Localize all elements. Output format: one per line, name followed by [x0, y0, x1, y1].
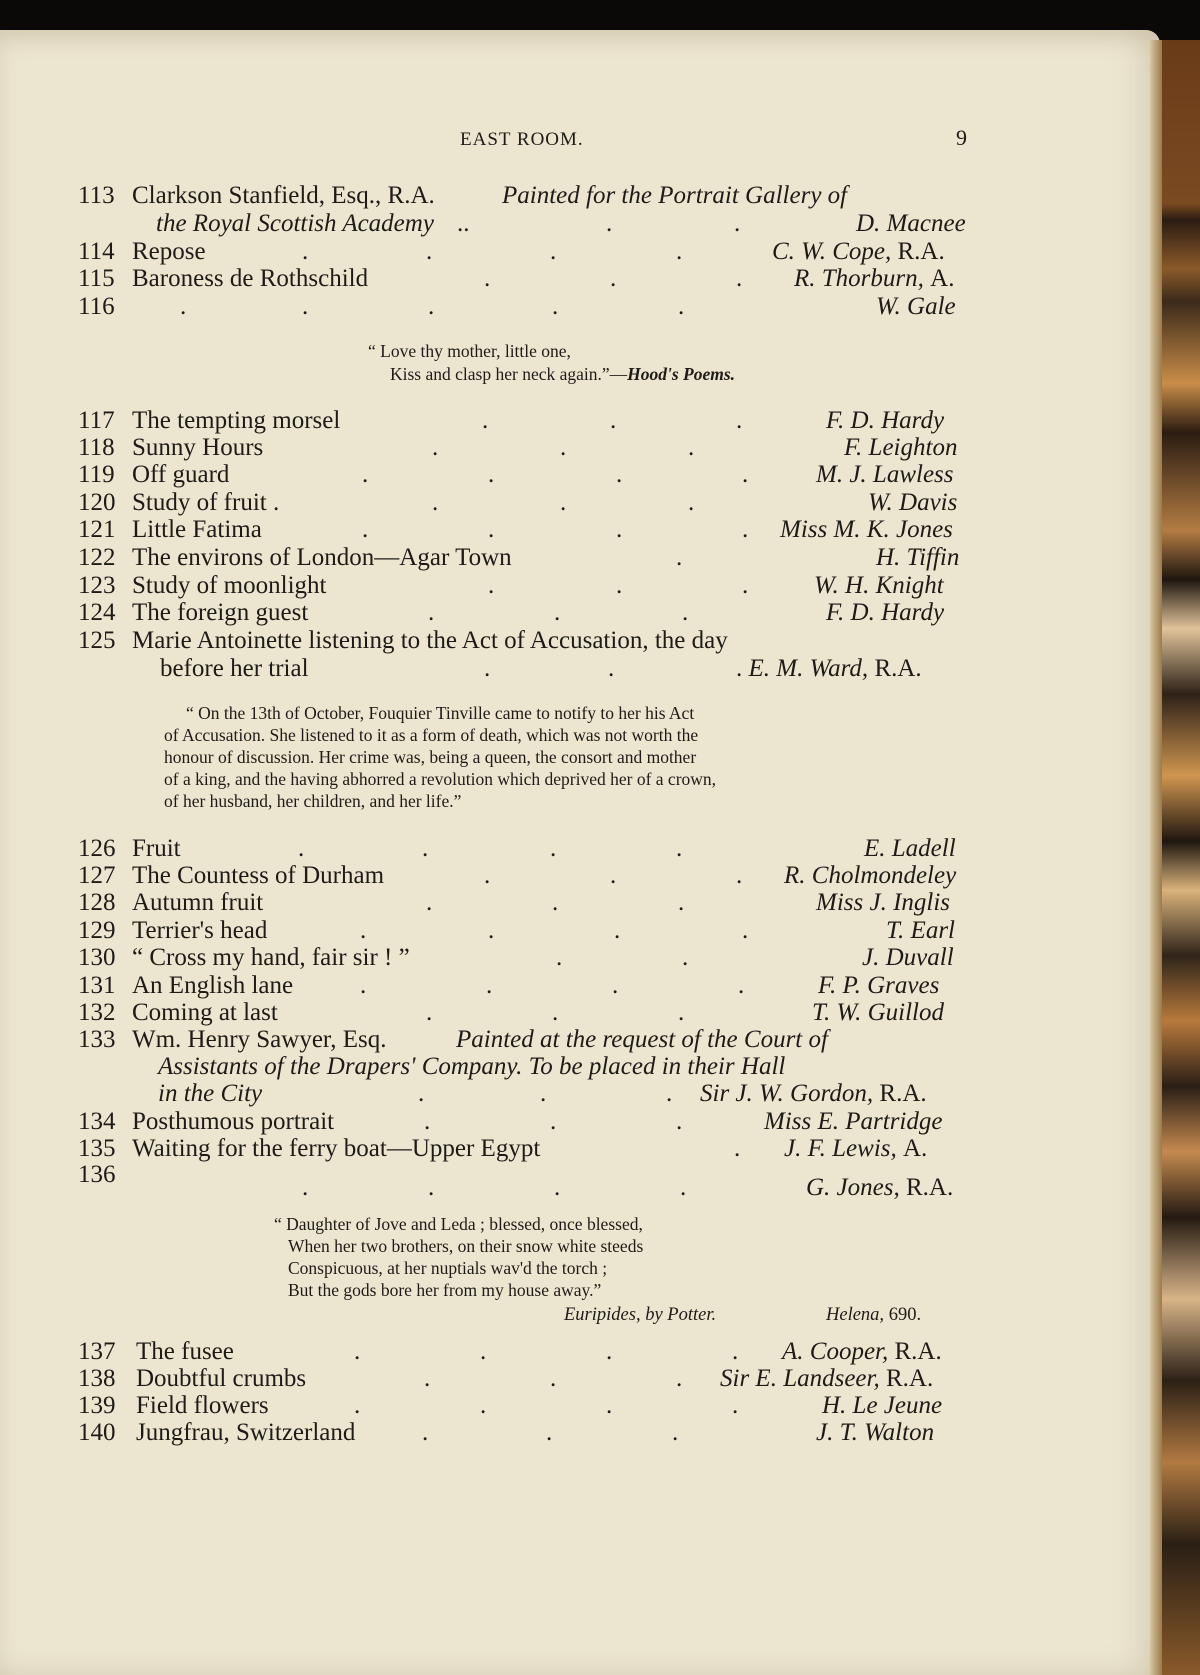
- entry-title: The foreign guest: [132, 599, 309, 626]
- entry-title: Baroness de Rothschild: [132, 265, 369, 292]
- leader-dots: .: [734, 210, 741, 237]
- quote-reference: Helena, 690.: [826, 1305, 922, 1325]
- leader-dots: .: [688, 489, 695, 516]
- leader-dots: .: [180, 293, 187, 320]
- leader-dots: .: [488, 917, 495, 944]
- running-header: EAST ROOM.: [460, 129, 584, 150]
- entry-title: The fusee: [136, 1338, 234, 1365]
- entry-artist: E. Ladell: [864, 835, 956, 862]
- entry-title: Coming at last: [132, 999, 278, 1026]
- leader-dots: .: [354, 1392, 361, 1419]
- page-number: 9: [956, 125, 967, 150]
- entry-title: Marie Antoinette listening to the Act of Accusation, the day: [132, 627, 728, 654]
- entry-note: the Royal Scottish Academy: [156, 210, 434, 237]
- leader-dots: .: [554, 599, 561, 626]
- entry-number: 136: [78, 1161, 116, 1188]
- entry-artist: F. D. Hardy: [826, 599, 945, 626]
- entry-number: 133: [78, 1026, 116, 1053]
- entry-artist: D. Macnee: [856, 210, 966, 237]
- leader-dots: .: [298, 835, 305, 862]
- entry-number: 113: [78, 182, 115, 209]
- leader-dots: .: [546, 1419, 553, 1446]
- entry-number: 131: [78, 972, 116, 999]
- entry-artist: W. Gale: [876, 293, 956, 320]
- entry-artist: G. Jones, R.A.: [806, 1174, 954, 1201]
- entry-title: Field flowers: [136, 1392, 269, 1419]
- entry-title: Jungfrau, Switzerland: [136, 1419, 356, 1446]
- entry-artist: C. W. Cope, R.A.: [772, 238, 945, 265]
- leader-dots: .: [360, 972, 367, 999]
- leader-dots: .: [432, 489, 439, 516]
- quote-line: Kiss and clasp her neck again.”—Hood's Poems.: [390, 364, 736, 384]
- entry-number: 135: [78, 1135, 116, 1162]
- leader-dots: .: [680, 1174, 687, 1201]
- leader-dots: .: [682, 599, 689, 626]
- leader-dots: .: [616, 461, 623, 488]
- entry-number: 120: [78, 489, 116, 516]
- entry-title: Wm. Henry Sawyer, Esq.: [132, 1026, 387, 1053]
- entry-number: 118: [78, 434, 115, 461]
- leader-dots: .: [302, 1174, 309, 1201]
- entry-number: 116: [78, 293, 115, 320]
- entry-artist: T. Earl: [886, 917, 955, 944]
- entry-title: The environs of London—Agar Town: [132, 544, 512, 571]
- leader-dots: .: [678, 293, 685, 320]
- leader-dots: .: [738, 972, 745, 999]
- entry-number: 139: [78, 1392, 116, 1419]
- entry-number: 115: [78, 265, 115, 292]
- entry-title: Doubtful crumbs: [136, 1365, 307, 1392]
- entry-artist: . E. M. Ward, R.A.: [736, 655, 922, 682]
- leader-dots: .: [428, 1174, 435, 1201]
- leader-dots: .: [426, 238, 433, 265]
- entry-number: 138: [78, 1365, 116, 1392]
- entry-title: Study of fruit .: [132, 489, 280, 516]
- entry-title: An English lane: [132, 972, 294, 999]
- leader-dots: .: [676, 1365, 683, 1392]
- leader-dots: .: [666, 1080, 673, 1107]
- entry-title: Sunny Hours: [132, 434, 264, 461]
- leader-dots: .: [362, 516, 369, 543]
- entry-number: 121: [78, 516, 116, 543]
- leader-dots: .: [606, 210, 613, 237]
- entry-number: 129: [78, 917, 116, 944]
- leader-dots: .: [676, 238, 683, 265]
- entry-artist: R. Thorburn, A.: [794, 265, 955, 292]
- entry-artist: Sir J. W. Gordon, R.A.: [700, 1080, 927, 1107]
- entry-artist: J. F. Lewis, A.: [784, 1135, 928, 1162]
- leader-dots: .: [360, 917, 367, 944]
- entry-artist: J. T. Walton: [816, 1419, 935, 1446]
- leader-dots: .: [550, 1108, 557, 1135]
- entry-title: Clarkson Stanfield, Esq., R.A.: [132, 182, 435, 209]
- entry-title-continued: before her trial: [160, 655, 309, 682]
- leader-dots: .: [422, 835, 429, 862]
- entry-number: 128: [78, 889, 116, 916]
- leader-dots: .: [612, 972, 619, 999]
- leader-dots: .: [742, 516, 749, 543]
- leader-dots: .: [742, 461, 749, 488]
- leader-dots: .: [554, 1174, 561, 1201]
- entry-number: 137: [78, 1338, 116, 1365]
- entry-note: Painted for the Portrait Gallery of: [502, 182, 848, 209]
- quote-line: But the gods bore her from my house away.”: [288, 1280, 602, 1300]
- leader-dots: .: [606, 1392, 613, 1419]
- entry-number: 132: [78, 999, 116, 1026]
- leader-dots: .: [732, 1392, 739, 1419]
- leader-dots: .: [354, 1338, 361, 1365]
- entry-artist: A. Cooper, R.A.: [782, 1338, 942, 1365]
- quote-line: When her two brothers, on their snow white steeds: [288, 1236, 644, 1256]
- entry-number: 123: [78, 572, 116, 599]
- entry-title: Terrier's head: [132, 917, 268, 944]
- leader-dots: .: [418, 1080, 425, 1107]
- entry-note: in the City: [158, 1080, 263, 1107]
- leader-dots: .: [488, 516, 495, 543]
- entry-artist: H. Le Jeune: [822, 1392, 943, 1419]
- entry-title: The tempting morsel: [132, 407, 341, 434]
- leader-dots: .: [732, 1338, 739, 1365]
- leader-dots: .: [482, 407, 489, 434]
- leader-dots: .: [736, 862, 743, 889]
- leader-dots: .: [488, 461, 495, 488]
- entry-number: 130: [78, 944, 116, 971]
- leader-dots: .: [432, 434, 439, 461]
- leader-dots: .: [486, 972, 493, 999]
- quote-line: of her husband, her children, and her life.”: [164, 791, 462, 811]
- leader-dots: .: [676, 544, 683, 571]
- entry-number: 125: [78, 627, 116, 654]
- quote-line: “ On the 13th of October, Fouquier Tinville came to notify to her his Act: [186, 703, 695, 723]
- entry-number: 134: [78, 1108, 116, 1135]
- entry-note: Painted at the request of the Court of: [456, 1026, 828, 1053]
- entry-number: 124: [78, 599, 116, 626]
- leader-dots: .: [302, 293, 309, 320]
- leader-dots: .: [610, 265, 617, 292]
- entry-number: 122: [78, 544, 116, 571]
- leader-dots: .: [552, 999, 559, 1026]
- entry-number: 119: [78, 461, 115, 488]
- leader-dots: .: [550, 835, 557, 862]
- leader-dots: .: [608, 655, 615, 682]
- leader-dots: .: [736, 265, 743, 292]
- leader-dots: .: [480, 1392, 487, 1419]
- entry-title: Off guard: [132, 461, 230, 488]
- entry-artist: T. W. Guillod: [812, 999, 944, 1026]
- leader-dots: .: [616, 516, 623, 543]
- quote-line: “ Daughter of Jove and Leda ; blessed, once blessed,: [274, 1214, 643, 1234]
- entry-note: Assistants of the Drapers' Company. To be placed in their Hall: [158, 1053, 786, 1080]
- leader-dots: .: [616, 572, 623, 599]
- entry-title: Autumn fruit: [132, 889, 264, 916]
- leader-dots: .: [556, 944, 563, 971]
- leader-dots: .: [362, 461, 369, 488]
- quote-line: of Accusation. She listened to it as a form of death, which was not worth the: [164, 725, 699, 745]
- entry-number: 127: [78, 862, 116, 889]
- leader-dots: .: [552, 293, 559, 320]
- entry-artist: Sir E. Landseer, R.A.: [720, 1365, 934, 1392]
- leader-dots: .: [688, 434, 695, 461]
- leader-dots: .: [734, 1135, 741, 1162]
- quote-line: “ Love thy mother, little one,: [368, 341, 571, 361]
- leader-dots: .: [424, 1365, 431, 1392]
- leader-dots: .: [484, 265, 491, 292]
- entry-artist: W. H. Knight: [814, 572, 944, 599]
- leader-dots: .: [676, 835, 683, 862]
- leader-dots: .: [302, 238, 309, 265]
- entry-artist: F. D. Hardy: [826, 407, 945, 434]
- leader-dots: .: [682, 944, 689, 971]
- entry-title: Waiting for the ferry boat—Upper Egypt: [132, 1135, 541, 1162]
- entry-artist: R. Cholmondeley: [784, 862, 957, 889]
- leader-dots: .: [610, 862, 617, 889]
- leader-dots: .: [742, 917, 749, 944]
- entry-artist: Miss J. Inglis: [816, 889, 951, 916]
- quote-source: Euripides, by Potter.: [564, 1305, 717, 1325]
- entry-artist: F. Leighton: [844, 434, 958, 461]
- leader-dots: .: [488, 572, 495, 599]
- entry-number: 126: [78, 835, 116, 862]
- leader-dots: .: [614, 917, 621, 944]
- entry-artist: M. J. Lawless: [816, 461, 954, 488]
- quote-line: Conspicuous, at her nuptials wav'd the torch ;: [288, 1258, 608, 1278]
- quote-line: of a king, and the having abhorred a revolution which deprived her of a crown,: [164, 769, 717, 789]
- leader-dots: .: [672, 1419, 679, 1446]
- entry-title: Repose: [132, 238, 206, 265]
- leader-dots: .: [550, 238, 557, 265]
- entry-artist: H. Tiffin: [876, 544, 960, 571]
- entry-title: Posthumous portrait: [132, 1108, 335, 1135]
- entry-title: Study of moonlight: [132, 572, 327, 599]
- leader-dots: .: [428, 599, 435, 626]
- entry-title: Little Fatima: [132, 516, 262, 543]
- leader-dots: .: [676, 1108, 683, 1135]
- entry-artist: Miss E. Partridge: [764, 1108, 943, 1135]
- leader-dots: .: [540, 1080, 547, 1107]
- leader-dots: .: [428, 293, 435, 320]
- leader-dots: .: [552, 889, 559, 916]
- leader-dots: .: [422, 1419, 429, 1446]
- leader-dots: .: [736, 407, 743, 434]
- entry-artist: W. Davis: [868, 489, 958, 516]
- leader-dots: .: [560, 489, 567, 516]
- leader-dots: .: [480, 1338, 487, 1365]
- leader-dots: ..: [457, 210, 470, 237]
- leader-dots: .: [484, 862, 491, 889]
- entry-number: 117: [78, 407, 115, 434]
- leader-dots: .: [610, 407, 617, 434]
- entry-artist: Miss M. K. Jones: [780, 516, 953, 543]
- entry-artist: J. Duvall: [862, 944, 954, 971]
- leader-dots: .: [678, 889, 685, 916]
- leader-dots: .: [426, 999, 433, 1026]
- leader-dots: .: [484, 655, 491, 682]
- entry-title: “ Cross my hand, fair sir ! ”: [132, 944, 410, 971]
- leader-dots: .: [606, 1338, 613, 1365]
- leader-dots: .: [424, 1108, 431, 1135]
- entry-number: 114: [78, 238, 115, 265]
- quote-line: honour of discussion. Her crime was, being a queen, the consort and mother: [164, 747, 697, 767]
- leader-dots: .: [426, 889, 433, 916]
- leader-dots: .: [742, 572, 749, 599]
- entry-artist: F. P. Graves: [818, 972, 940, 999]
- entry-number: 140: [78, 1419, 116, 1446]
- leader-dots: .: [678, 999, 685, 1026]
- leader-dots: .: [560, 434, 567, 461]
- entry-title: The Countess of Durham: [132, 862, 385, 889]
- entry-title: Fruit: [132, 835, 181, 862]
- leader-dots: .: [550, 1365, 557, 1392]
